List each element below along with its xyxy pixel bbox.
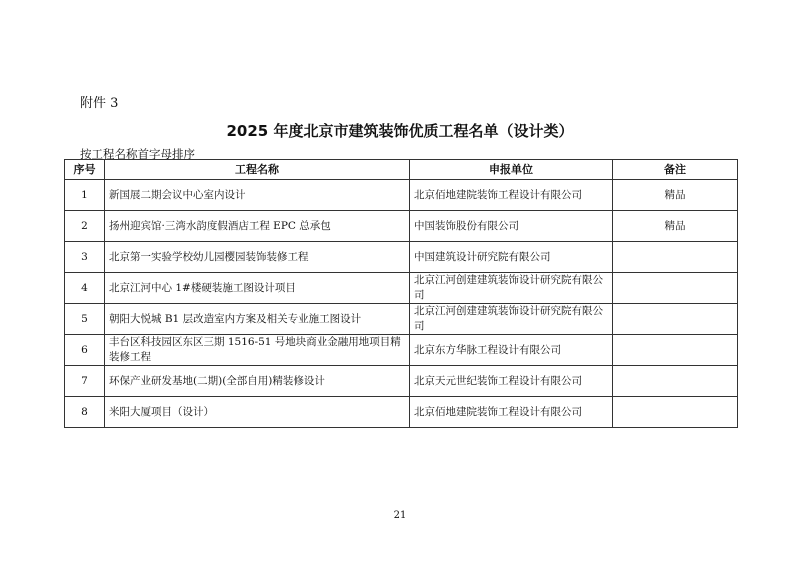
row-applicant-unit: 北京江河创建建筑装饰设计研究院有限公司: [410, 273, 613, 304]
header-remark: 备注: [613, 160, 738, 180]
row-no: 7: [65, 366, 105, 397]
table-row: [65, 273, 738, 304]
project-table: [64, 159, 738, 428]
row-no: 3: [65, 242, 105, 273]
row-remark: [613, 366, 738, 397]
row-no: 5: [65, 304, 105, 335]
row-applicant-unit: 中国装饰股份有限公司: [410, 211, 613, 242]
table-row: [65, 242, 738, 273]
row-project-name: 米阳大厦项目（设计）: [105, 397, 410, 428]
header-applicant-unit: 申报单位: [410, 160, 613, 180]
row-project-name: 新国展二期会议中心室内设计: [105, 180, 410, 211]
row-applicant-unit: 北京江河创建建筑装饰设计研究院有限公司: [410, 304, 613, 335]
table-row: [65, 397, 738, 428]
row-remark: [613, 397, 738, 428]
row-project-name: 扬州迎宾馆·三湾水韵度假酒店工程 EPC 总承包: [105, 211, 410, 242]
page-number: 21: [393, 510, 407, 521]
row-no: 2: [65, 211, 105, 242]
table-row: [65, 180, 738, 211]
row-applicant-unit: 北京东方华脉工程设计有限公司: [410, 335, 613, 366]
row-applicant-unit: 北京佰地建院装饰工程设计有限公司: [410, 397, 613, 428]
row-project-name: 朝阳大悦城 B1 层改造室内方案及相关专业施工图设计: [105, 304, 410, 335]
table-row: [65, 211, 738, 242]
table-header-row: [65, 160, 738, 180]
row-remark: [613, 304, 738, 335]
table-row: [65, 335, 738, 366]
row-remark: 精品: [613, 180, 738, 211]
table-row: [65, 366, 738, 397]
attachment-label: 附件 3: [80, 96, 119, 111]
row-project-name: 北京第一实验学校幼儿园樱园装饰装修工程: [105, 242, 410, 273]
header-project-name: 工程名称: [105, 160, 410, 180]
document-title: 2025 年度北京市建筑装饰优质工程名单（设计类）: [226, 122, 574, 140]
row-remark: 精品: [613, 211, 738, 242]
row-applicant-unit: 北京佰地建院装饰工程设计有限公司: [410, 180, 613, 211]
row-no: 1: [65, 180, 105, 211]
row-no: 6: [65, 335, 105, 366]
row-project-name: 丰台区科技园区东区三期 1516-51 号地块商业金融用地项目精装修工程: [105, 335, 410, 366]
row-no: 4: [65, 273, 105, 304]
table-row: [65, 304, 738, 335]
row-applicant-unit: 中国建筑设计研究院有限公司: [410, 242, 613, 273]
sort-note: 按工程名称首字母排序: [80, 147, 195, 161]
row-no: 8: [65, 397, 105, 428]
row-project-name: 环保产业研发基地(二期)(全部自用)精装修设计: [105, 366, 410, 397]
header-no: 序号: [65, 160, 105, 180]
row-project-name: 北京江河中心 1#楼硬装施工图设计项目: [105, 273, 410, 304]
row-applicant-unit: 北京天元世纪装饰工程设计有限公司: [410, 366, 613, 397]
row-remark: [613, 273, 738, 304]
row-remark: [613, 242, 738, 273]
row-remark: [613, 335, 738, 366]
